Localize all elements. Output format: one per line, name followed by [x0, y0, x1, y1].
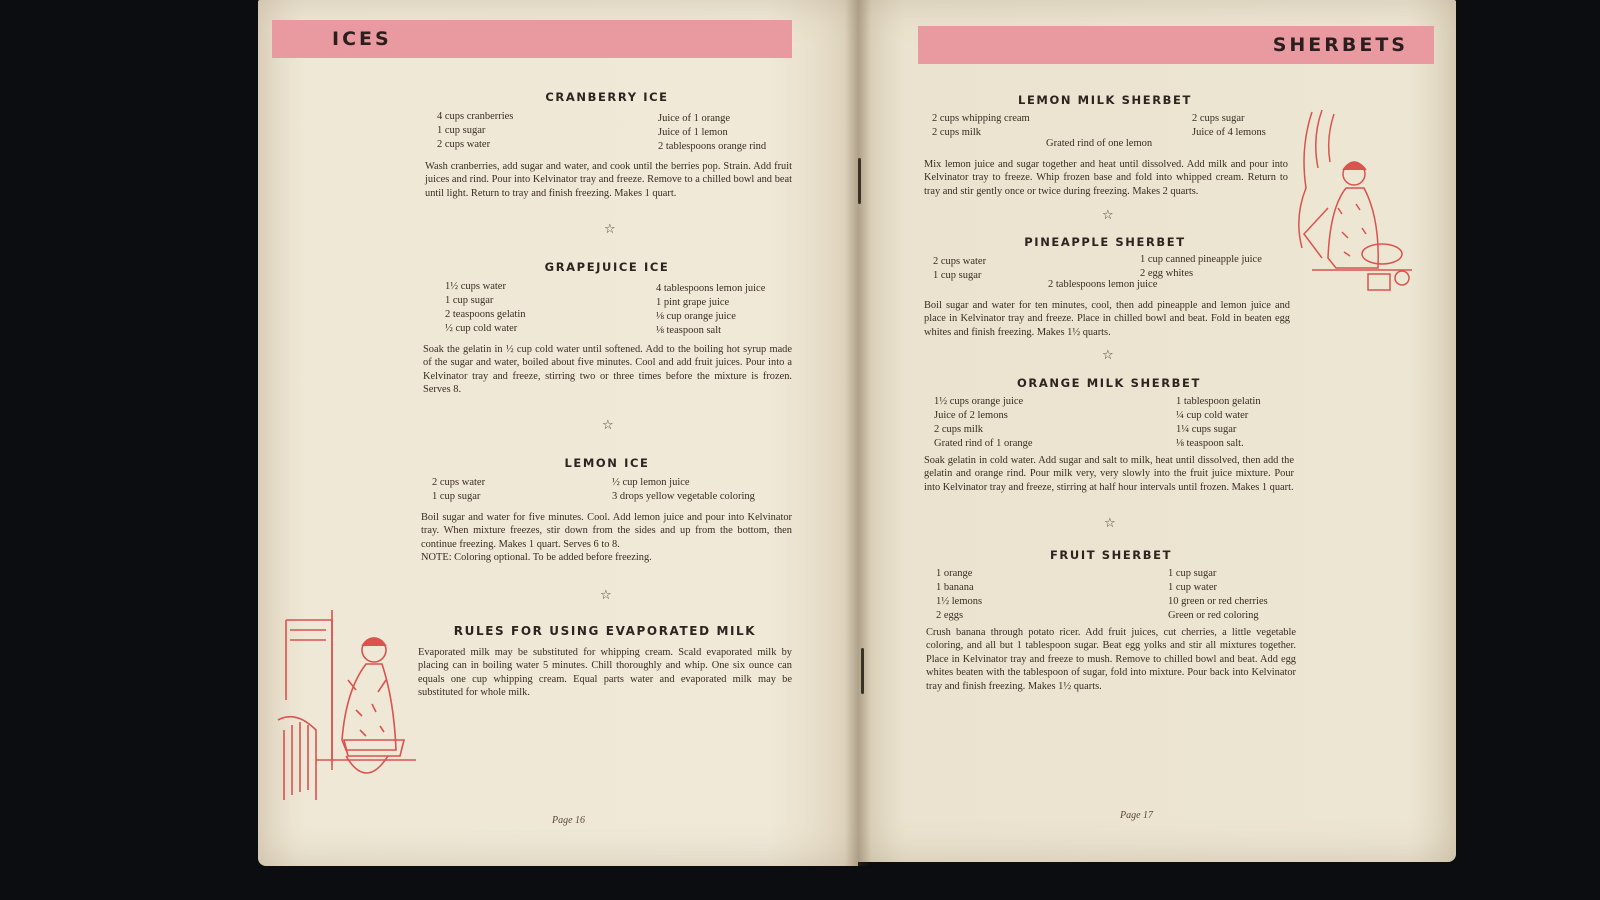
ingredient: 2 egg whites	[1140, 268, 1194, 279]
woman-with-dish-illustration	[1282, 108, 1418, 304]
rules-evaporated-milk: Evaporated milk may be substituted for whipping cream. Scald evaporated milk by placing can in boiling water 5 minutes. Chill thoroughly and whip. One six ounce can equals one cup whipping cream. Equal parts water and evaporated milk may be substituted for whole milk.	[418, 647, 792, 699]
ingredient: 1 cup sugar	[432, 491, 481, 502]
section-header-sherbets: SHERBETS	[918, 26, 1434, 64]
ingredient: 2 cups sugar	[1192, 113, 1245, 124]
page-number-left: Page 16	[552, 815, 586, 826]
ingredients-fruit-sherbet-right	[1168, 567, 1268, 623]
ingredient: Green or red coloring	[1168, 610, 1259, 621]
staple-bottom	[861, 648, 864, 694]
ingredient-center: 2 tablespoons lemon juice	[1048, 279, 1158, 290]
recipe-title-orange-milk-sherbet: ORANGE MILK SHERBET	[1017, 376, 1201, 390]
ingredient: 2 eggs	[936, 610, 964, 621]
ingredients-cranberry-left	[437, 110, 513, 152]
directions-fruit-sherbet: Crush banana through potato ricer. Add fruit juices, cut cherries, a little vegetable coloring, and all but 1 tablespoon sugar. Beat egg yolks and stir all mixtures together. Place in Kelvinator tray and freeze to mush. Remove to chilled bowl and beat. Add egg whites beaten with the tablespoon of sugar, fold into mixture. Pour back into Kelvinator tray and finish freezing. Makes 1½ quarts.	[926, 627, 1296, 692]
ingredient: 2 cups milk	[932, 127, 981, 138]
directions-grapejuice-ice: Soak the gelatin in ½ cup cold water until softened. Add to the boiling hot syrup made of the sugar and water, boiled about five minutes. Cool and add fruit juices. Pour into a Kelvinator tray and freeze, stirring two or three times before the mixture is frozen. Serves 8.	[423, 344, 792, 396]
ingredient: Juice of 2 lemons	[934, 410, 1008, 421]
ingredient: 2 teaspoons gelatin	[445, 309, 526, 320]
ingredient: 1 cup water	[1168, 582, 1217, 593]
ingredient: 10 green or red cherries	[1168, 596, 1268, 607]
ingredient: ¼ cup cold water	[1176, 410, 1249, 421]
ingredient: 4 tablespoons lemon juice	[656, 283, 766, 294]
ingredient: 1¼ cups sugar	[1176, 424, 1237, 435]
ingredient: ½ cup cold water	[445, 323, 518, 334]
ingredient: ½ cup lemon juice	[612, 477, 690, 488]
ingredient: 2 cups milk	[934, 424, 983, 435]
ingredient: ⅛ cup orange juice	[656, 311, 736, 322]
ingredient: 1 cup sugar	[1168, 568, 1217, 579]
star-divider: ☆	[1102, 348, 1114, 363]
ingredient: 1½ cups water	[445, 281, 506, 292]
ingredient: 3 drops yellow vegetable coloring	[612, 491, 755, 502]
star-divider: ☆	[602, 418, 614, 433]
ingredient: 1 cup sugar	[933, 270, 982, 281]
page-number-right: Page 17	[1120, 810, 1154, 821]
ingredient: 1 cup canned pineapple juice	[1140, 254, 1262, 265]
recipe-title-fruit-sherbet: FRUIT SHERBET	[1049, 548, 1173, 562]
directions-orange-milk-sherbet: Soak gelatin in cold water. Add sugar and salt to milk, heat until dissolved, then add the gelatin and orange rind. Pour milk very, very slowly into the fruit juice mixture. Pour into Kelvinator tray and freeze, stirring at half hour intervals until frozen. Makes 1 quart.	[924, 455, 1294, 493]
staple-top	[858, 158, 861, 204]
ingredient: Grated rind of 1 orange	[934, 438, 1033, 449]
ingredients-lemon-milk-right	[1192, 112, 1266, 140]
star-divider: ☆	[1102, 208, 1114, 223]
section-title-evaporated-milk: RULES FOR USING EVAPORATED MILK	[453, 624, 757, 638]
recipe-title-lemon-ice: LEMON ICE	[564, 456, 650, 470]
star-divider: ☆	[1104, 516, 1116, 531]
ingredient: 1 pint grape juice	[656, 297, 730, 308]
ingredient: Juice of 1 orange	[658, 113, 731, 124]
ingredient: 2 cups whipping cream	[932, 113, 1030, 124]
ingredient: 1 cup sugar	[437, 125, 486, 136]
directions-lemon-milk-sherbet: Mix lemon juice and sugar together and heat until dissolved. Add milk and pour into Kelvinator tray to freeze. Whip frozen base and fold into whipped cream. Return to tray and stir gently once or twice during freezing. Makes 2 quarts.	[924, 159, 1288, 197]
ingredients-lemon-ice-left	[432, 476, 485, 504]
recipe-title-pineapple-sherbet: PINEAPPLE SHERBET	[1024, 235, 1186, 249]
ingredient: 4 cups cranberries	[437, 111, 514, 122]
star-divider: ☆	[604, 222, 616, 237]
recipe-title-cranberry-ice: CRANBERRY ICE	[545, 90, 669, 104]
ingredient: 1 tablespoon gelatin	[1176, 396, 1261, 407]
directions-lemon-ice	[421, 511, 792, 565]
ingredient: 2 cups water	[933, 256, 987, 267]
recipe-title-grapejuice-ice: GRAPEJUICE ICE	[544, 260, 670, 274]
ingredient: 1 cup sugar	[445, 295, 494, 306]
ingredient: ⅛ teaspoon salt.	[1176, 438, 1244, 449]
ingredients-cranberry-right	[658, 112, 766, 154]
ingredients-orange-milk-right	[1176, 395, 1261, 451]
ingredient: 2 tablespoons orange rind	[658, 141, 767, 152]
ingredient: Juice of 1 lemon	[658, 127, 728, 138]
section-header-ices: ICES	[272, 20, 792, 58]
ingredients-pineapple-right	[1140, 253, 1262, 281]
ingredient: 2 cups water	[432, 477, 486, 488]
ingredients-pineapple-left	[933, 255, 986, 283]
ingredients-orange-milk-left	[934, 395, 1033, 451]
star-divider: ☆	[600, 588, 612, 603]
note-text: NOTE: Coloring optional. To be added before freezing.	[421, 552, 652, 564]
directions-cranberry-ice: Wash cranberries, add sugar and water, and cook until the berries pop. Strain. Add fruit juices and rind. Pour into Kelvinator tray and freeze. Remove to a chilled bowl and beat until light. Return to tray and finish freezing. Makes 1 quart.	[425, 161, 792, 199]
directions-text: Boil sugar and water for five minutes. Cool. Add lemon juice and pour into Kelvinator tray. When mixture freezes, stir down from the sides and up from the bottom, then continue freezing. Makes 1 quart. Serves 6 to 8.	[421, 512, 792, 550]
ingredients-lemon-ice-right	[612, 476, 755, 504]
ingredients-fruit-sherbet-left	[936, 567, 982, 623]
ingredient: Juice of 4 lemons	[1192, 127, 1266, 138]
ingredient: 2 cups water	[437, 139, 491, 150]
ingredient-center: Grated rind of one lemon	[1046, 138, 1153, 149]
ingredients-grapejuice-left	[445, 280, 525, 336]
ingredients-grapejuice-right	[656, 282, 765, 338]
ingredient: 1 banana	[936, 582, 974, 593]
ingredient: 1½ cups orange juice	[934, 396, 1024, 407]
ingredients-lemon-milk-left	[932, 112, 1030, 140]
ingredient: ⅛ teaspoon salt	[656, 325, 722, 336]
ingredient: 1½ lemons	[936, 596, 983, 607]
recipe-title-lemon-milk-sherbet: LEMON MILK SHERBET	[1018, 93, 1192, 107]
kitchen-woman-illustration	[276, 600, 426, 820]
directions-pineapple-sherbet: Boil sugar and water for ten minutes, cool, then add pineapple and lemon juice and place in Kelvinator tray and freeze. Place in chilled bowl and beat. Fold in beaten egg whites and finish freezing. Makes 1½ quarts.	[924, 300, 1290, 338]
book-gutter	[845, 0, 871, 866]
ingredient: 1 orange	[936, 568, 973, 579]
